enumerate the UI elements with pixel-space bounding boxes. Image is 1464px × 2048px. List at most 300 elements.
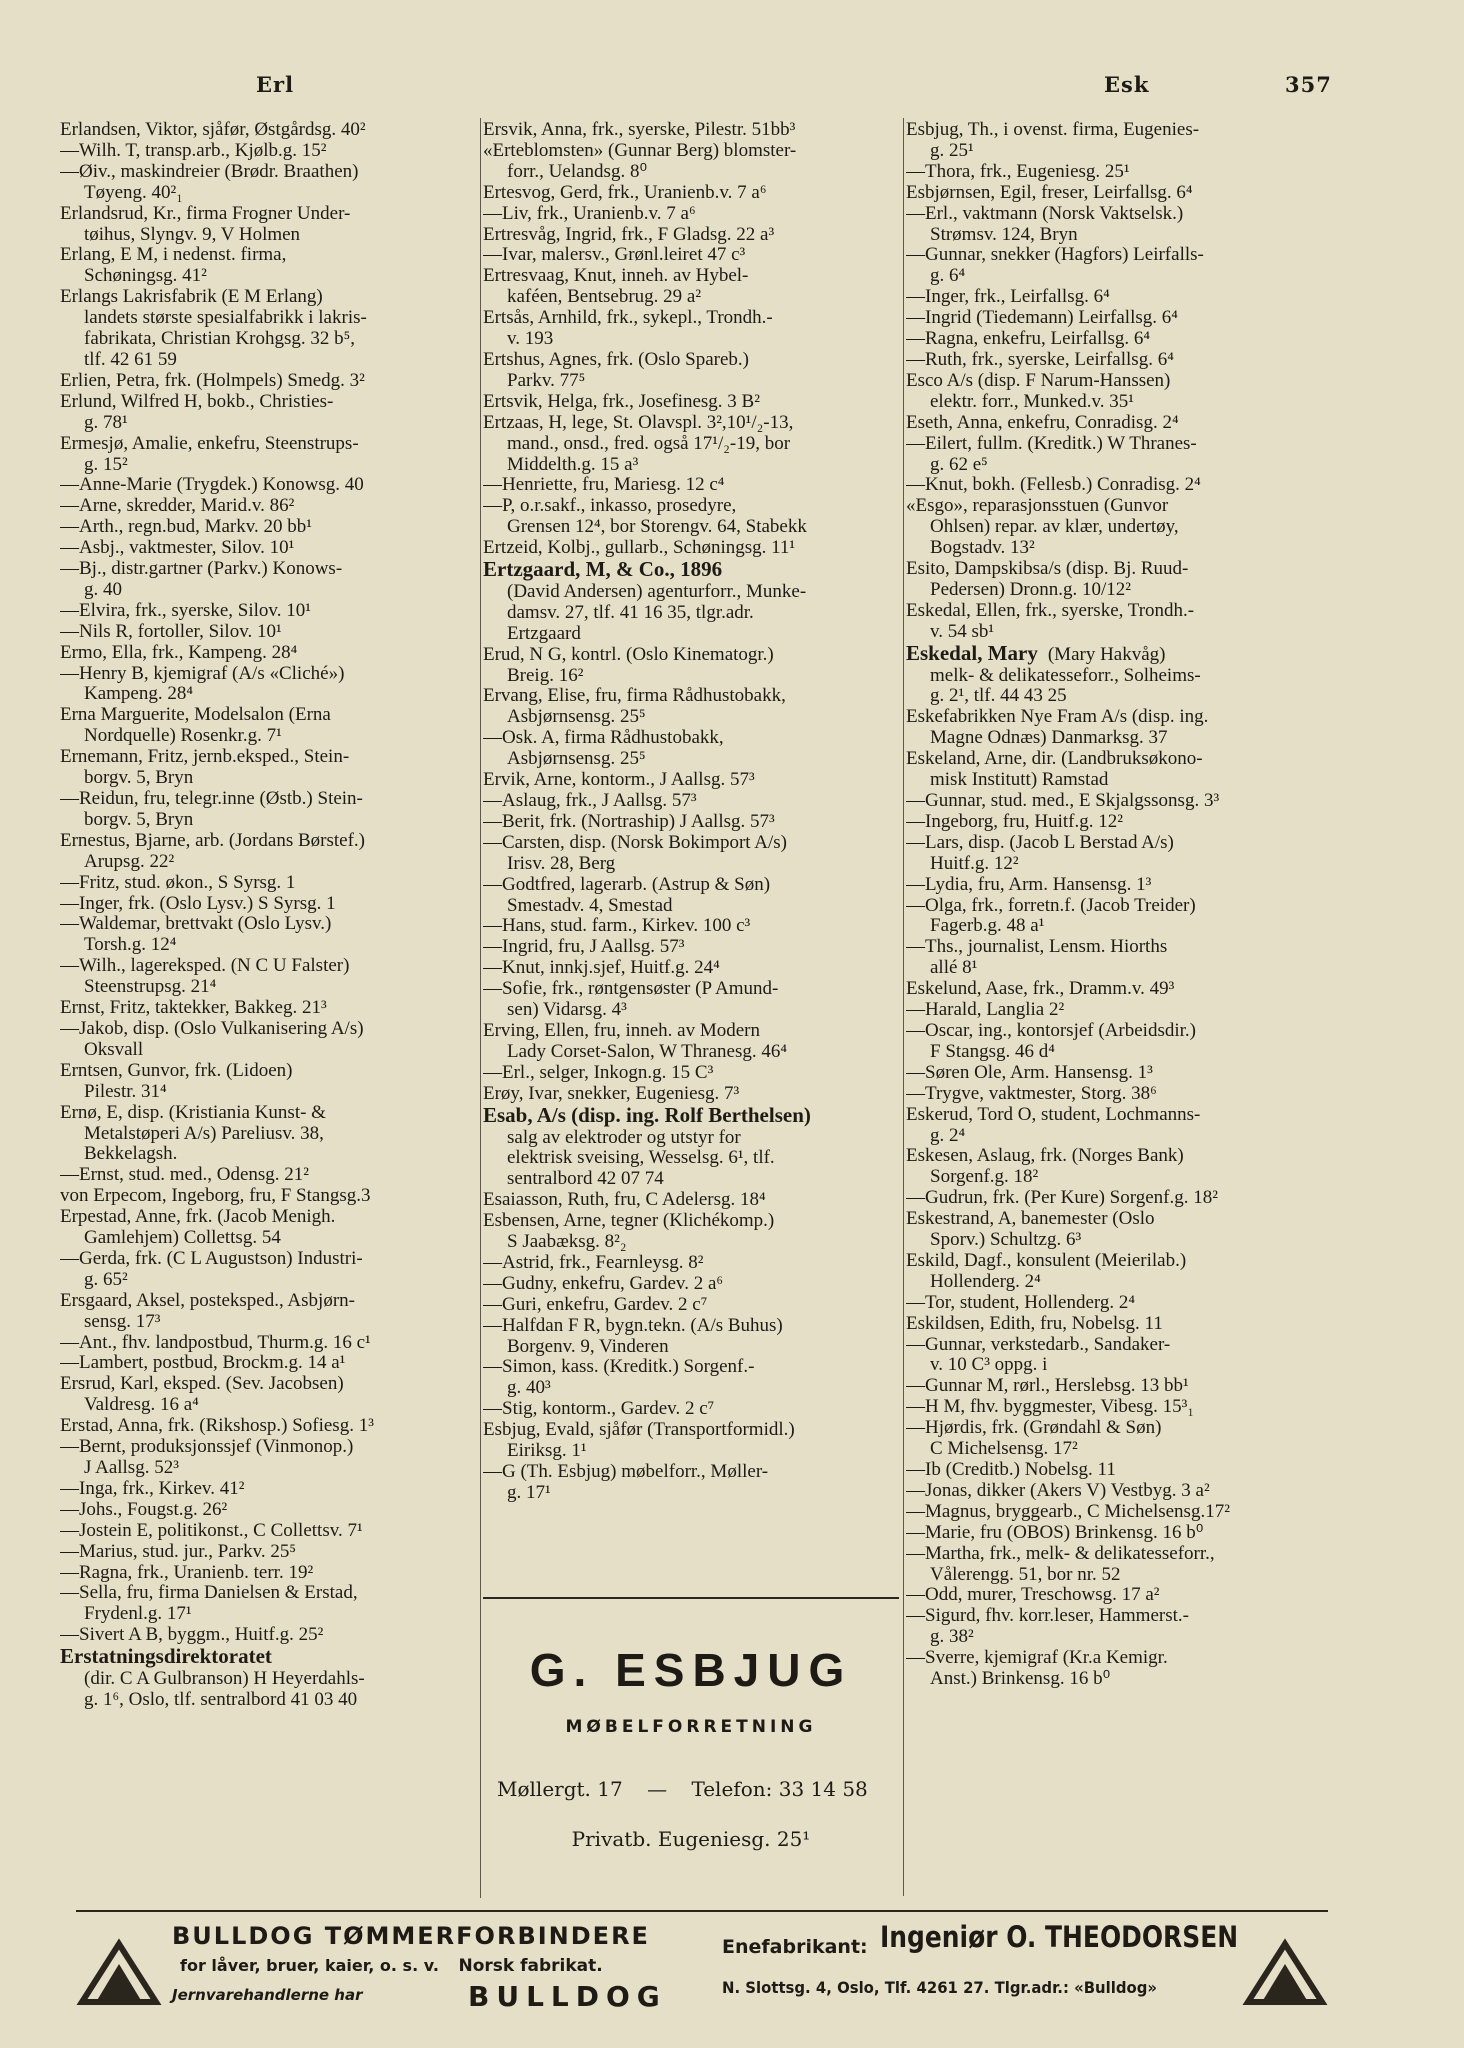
- entry-text: Pedersen) Dronn.g. 10/12²: [930, 579, 1131, 600]
- banner-uses-text: for låver, bruer, kaier, o. s. v.: [180, 1956, 439, 1975]
- entry-line: [60, 998, 478, 1019]
- esbjug-advertisement: [483, 1597, 899, 1901]
- entry-text: Esco A/s (disp. F Narum-Hanssen): [906, 370, 1171, 391]
- entry-line: [906, 937, 1332, 958]
- entry-continuation-line: [906, 517, 1332, 538]
- entry-text: Erlangs Lakrisfabrik (E M Erlang): [60, 287, 323, 308]
- entry-text: —Eilert, fullm. (Kreditk.) W Thranes-: [906, 433, 1197, 454]
- entry-line: [906, 875, 1332, 896]
- entry-line: [60, 664, 478, 685]
- entry-line: [60, 1186, 478, 1207]
- entry-text: Bekkelagsh.: [84, 1144, 178, 1165]
- entry-text: kaféen, Bentsebrug. 29 a²: [507, 287, 702, 308]
- entry-text: —Olga, frk., forretn.f. (Jacob Treider): [906, 895, 1196, 916]
- entry-line: [906, 475, 1332, 496]
- entry-text: sensg. 17³: [84, 1311, 161, 1332]
- entry-line: [483, 1105, 899, 1128]
- entry-continuation-line: [483, 1128, 899, 1149]
- entry-continuation-line: [483, 1441, 899, 1462]
- entry-text: —Hans, stud. farm., Kirkev. 100 c³: [483, 916, 751, 937]
- entry-text: —Gunnar, stud. med., E Skjalgssonsg. 3³: [906, 791, 1220, 811]
- entry-text: —Harald, Langlia 2²: [906, 1000, 1065, 1021]
- entry-text: salg av elektroder og utstyr for: [507, 1127, 741, 1148]
- entry-continuation-line: [906, 958, 1332, 979]
- banner-brand: BULLDOG: [468, 1980, 667, 2013]
- entry-line: [906, 812, 1332, 833]
- entry-text: Erving, Ellen, fru, inneh. av Modern: [483, 1020, 761, 1041]
- entry-continuation-line: [483, 517, 899, 538]
- entry-line: [60, 705, 478, 726]
- entry-line: [483, 812, 899, 833]
- entry-text: —Jonas, dikker (Akers V) Vestbyg. 3 a²: [906, 1480, 1210, 1501]
- entry-line: [483, 1021, 899, 1042]
- entry-line: [60, 1019, 478, 1040]
- entry-continuation-line: [60, 768, 478, 789]
- entry-text: Sporv.) Schultzg. 6³: [930, 1230, 1082, 1251]
- entry-line: [60, 120, 478, 141]
- entry-continuation-line: [906, 1167, 1332, 1188]
- entry-continuation-line: [60, 810, 478, 831]
- entry-line: [906, 979, 1332, 1000]
- entry-line: [906, 1251, 1332, 1272]
- entry-line: [60, 831, 478, 852]
- entry-line: [60, 1061, 478, 1082]
- directory-column-2: [483, 120, 899, 1504]
- ad-phone: Telefon: 33 14 58: [691, 1777, 868, 1801]
- entry-text: —Sella, fru, firma Danielsen & Erstad,: [60, 1583, 358, 1604]
- entry-text: —Ragna, enkefru, Leirfallsg. 6⁴: [906, 329, 1151, 350]
- entry-line: [60, 245, 478, 266]
- entry-name-bold: Eskedal, Mary: [906, 642, 1038, 665]
- entry-text: Ertzgaard: [507, 623, 581, 644]
- entry-text: —Reidun, fru, telegr.inne (Østb.) Stein-: [60, 789, 363, 809]
- entry-line: [60, 1646, 478, 1669]
- entry-text: —Carsten, disp. (Norsk Bokimport A/s): [483, 832, 787, 853]
- entry-text: Smestadv. 4, Smestad: [507, 895, 673, 916]
- entry-text: Ersvik, Anna, frk., syerske, Pilestr. 51bb³: [483, 120, 796, 140]
- entry-line: [906, 1335, 1332, 1356]
- banner-norsk: Norsk fabrikat.: [458, 1956, 603, 1976]
- entry-text: Metalstøperi A/s) Pareliusv. 38,: [84, 1123, 324, 1144]
- entry-line: [483, 204, 899, 225]
- entry-line: [906, 245, 1332, 266]
- entry-line: [483, 392, 899, 413]
- entry-text: g. 40: [84, 579, 122, 600]
- entry-text: —Henry B, kjemigraf (A/s «Cliché»): [60, 663, 345, 684]
- entry-line: [906, 791, 1332, 812]
- entry-text: Nordquelle) Rosenkr.g. 7¹: [84, 726, 282, 747]
- entry-continuation-line: [906, 455, 1332, 476]
- entry-continuation-line: [906, 580, 1332, 601]
- entry-text: Grensen 12⁴, bor Storengv. 64, Stabekk: [507, 517, 807, 538]
- entry-text: Arupsg. 22²: [84, 851, 175, 872]
- entry-continuation-line: [60, 183, 478, 204]
- entry-text: Eskelund, Aase, frk., Dramm.v. 49³: [906, 979, 1175, 1000]
- entry-continuation-line: [906, 1565, 1332, 1586]
- entry-text: C Michelsensg. 17²: [930, 1439, 1078, 1460]
- entry-line: [60, 747, 478, 768]
- entry-text: Ohlsen) repar. av klær, undertøy,: [930, 517, 1179, 538]
- entry-continuation-line: [906, 1439, 1332, 1460]
- entry-line: [483, 1211, 899, 1232]
- entry-text: Erna Marguerite, Modelsalon (Erna: [60, 705, 331, 726]
- entry-text: Hollenderg. 2⁴: [930, 1271, 1041, 1292]
- entry-text: Erpestad, Anne, frk. (Jacob Menigh.: [60, 1207, 336, 1228]
- entry-line: [483, 225, 899, 246]
- entry-text: —Lambert, postbud, Brockm.g. 14 a¹: [60, 1353, 346, 1374]
- entry-line: [483, 266, 899, 287]
- entry-continuation-line: [906, 1230, 1332, 1251]
- entry-text: —Hjørdis, frk. (Grøndahl & Søn): [906, 1418, 1162, 1439]
- entry-text: Ertresvaag, Knut, inneh. av Hybel-: [483, 266, 749, 287]
- entry-text: —Berit, frk. (Nortraship) J Aallsg. 57³: [483, 811, 775, 832]
- entry-text: Asbjørnsensg. 25⁵: [507, 749, 646, 770]
- entry-text: Anst.) Brinkensg. 16 b⁰: [930, 1669, 1111, 1690]
- entry-text: g. 25¹: [930, 140, 974, 161]
- entry-line: [60, 1583, 478, 1604]
- entry-line: [483, 791, 899, 812]
- entry-line: [60, 496, 478, 517]
- entry-text: —Wilh., lagereksped. (N C U Falster): [60, 956, 350, 977]
- entry-text: —Stig, kontorm., Gardev. 2 c⁷: [483, 1399, 715, 1420]
- entry-line: [906, 896, 1332, 917]
- entry-text: g. 65²: [84, 1269, 128, 1290]
- entry-line: [483, 1316, 899, 1337]
- ad-dash: —: [647, 1777, 668, 1801]
- entry-name-bold: Ertzgaard, M, & Co., 1896: [483, 559, 723, 582]
- entry-text: g. 17¹: [507, 1482, 551, 1503]
- entry-text: —Ths., journalist, Lensm. Hiorths: [906, 937, 1168, 958]
- entry-text: Tøyeng. 40²₁: [84, 182, 183, 203]
- entry-text: —Johs., Fougst.g. 26²: [60, 1499, 228, 1520]
- entry-text: —Bj., distr.gartner (Parkv.) Konows-: [60, 559, 343, 580]
- banner-uses: [180, 1956, 603, 1976]
- entry-name-bold: Erstatningsdirektoratet: [60, 1646, 272, 1669]
- entry-text: melk- & delikatesseforr., Solheims-: [930, 665, 1201, 686]
- entry-continuation-line: [483, 1169, 899, 1190]
- entry-line: [60, 873, 478, 894]
- entry-text: —Oscar, ing., kontorsjef (Arbeidsdir.): [906, 1020, 1196, 1041]
- entry-continuation-line: [483, 1000, 899, 1021]
- entry-text: Ertresvåg, Ingrid, frk., F Gladsg. 22 a³: [483, 224, 775, 245]
- entry-line: [60, 517, 478, 538]
- entry-text: Sorgenf.g. 18²: [930, 1167, 1039, 1188]
- entry-line: [483, 916, 899, 937]
- entry-line: [60, 559, 478, 580]
- entry-text: Ernst, Fritz, taktekker, Bakkeg. 21³: [60, 998, 327, 1019]
- entry-text: Magne Odnæs) Danmarksg. 37: [930, 728, 1168, 749]
- entry-text: —Ingrid (Tiedemann) Leirfallsg. 6⁴: [906, 308, 1178, 329]
- entry-line: [60, 371, 478, 392]
- entry-continuation-line: [60, 1124, 478, 1145]
- entry-text: —Henriette, fru, Mariesg. 12 c⁴: [483, 475, 725, 496]
- entry-line: [906, 1314, 1332, 1335]
- entry-continuation-line: [60, 1604, 478, 1625]
- entry-line: [906, 183, 1332, 204]
- entry-line: [60, 1374, 478, 1395]
- entry-continuation-line: [60, 1270, 478, 1291]
- entry-text: misk Institutt) Ramstad: [930, 770, 1109, 791]
- entry-continuation-line: [60, 935, 478, 956]
- entry-text: Erlien, Petra, frk. (Holmpels) Smedg. 3²: [60, 370, 365, 391]
- entry-text: Esbensen, Arne, tegner (Klichékomp.): [483, 1211, 775, 1232]
- ad-address: Møllergt. 17: [497, 1777, 623, 1801]
- entry-text: tøihus, Slyngv. 9, V Holmen: [84, 224, 301, 245]
- entry-continuation-line: [483, 371, 899, 392]
- entry-text: Esbjørnsen, Egil, freser, Leirfallsg. 6⁴: [906, 182, 1193, 203]
- entry-text: —Magnus, bryggearb., C Michelsensg.17²: [906, 1501, 1230, 1522]
- entry-text: Ervik, Arne, kontorm., J Aallsg. 57³: [483, 770, 755, 791]
- entry-continuation-line: [60, 1228, 478, 1249]
- entry-text: —Ruth, frk., syerske, Leirfallsg. 6⁴: [906, 349, 1174, 370]
- entry-line: [906, 308, 1332, 329]
- entry-line: [483, 475, 899, 496]
- entry-text: —Anne-Marie (Trygdek.) Konowsg. 40: [60, 475, 364, 496]
- entry-line: [483, 183, 899, 204]
- entry-line: [483, 728, 899, 749]
- entry-text: Parkv. 77⁵: [507, 370, 586, 391]
- entry-continuation-line: [60, 1458, 478, 1479]
- entry-text: S Jaabæksg. 8²₂: [507, 1232, 627, 1253]
- entry-text: Ernestus, Bjarne, arb. (Jordans Børstef.): [60, 830, 365, 851]
- entry-text: Huitf.g. 12²: [930, 853, 1019, 874]
- entry-text: —Arth., regn.bud, Markv. 20 bb¹: [60, 517, 312, 538]
- entry-line: [60, 1416, 478, 1437]
- entry-text: tlf. 42 61 59: [84, 349, 177, 370]
- entry-text: —Guri, enkefru, Gardev. 2 c⁷: [483, 1294, 708, 1315]
- entry-line: [60, 434, 478, 455]
- entry-text: g. 1⁶, Oslo, tlf. sentralbord 41 03 40: [84, 1689, 358, 1710]
- entry-text: —Godtfred, lagerarb. (Astrup & Søn): [483, 874, 771, 895]
- entry-text: —Tor, student, Hollenderg. 2⁴: [906, 1292, 1135, 1313]
- entry-line: [906, 1481, 1332, 1502]
- entry-text: Erlandsen, Viktor, sjåfør, Østgårdsg. 40²: [60, 120, 366, 140]
- entry-line: [60, 1165, 478, 1186]
- entry-text: —Arne, skredder, Marid.v. 86²: [60, 496, 295, 517]
- entry-continuation-line: [60, 580, 478, 601]
- entry-line: [60, 789, 478, 810]
- ad-contact-line: [497, 1777, 868, 1801]
- column-rule-1: [480, 118, 481, 1898]
- entry-text: —Marius, stud. jur., Parkv. 25⁵: [60, 1541, 297, 1562]
- entry-text: elektrisk sveising, Wesselsg. 6¹, tlf.: [507, 1148, 775, 1169]
- entry-text: Valdresg. 16 a⁴: [84, 1395, 199, 1416]
- entry-line: [60, 643, 478, 664]
- entry-continuation-line: [906, 770, 1332, 791]
- column-rule-2: [903, 118, 904, 1896]
- entry-text: Ertzaas, H, lege, St. Olavspl. 3²,10¹/₂-13,: [483, 412, 794, 433]
- entry-text: Eiriksg. 1¹: [507, 1441, 587, 1462]
- entry-line: [906, 1376, 1332, 1397]
- entry-line: [483, 1253, 899, 1274]
- entry-line: [906, 350, 1332, 371]
- entry-line: [483, 645, 899, 666]
- entry-line: [906, 707, 1332, 728]
- entry-line: [483, 1084, 899, 1105]
- entry-text: Eskedal, Ellen, frk., syerske, Trondh.-: [906, 600, 1195, 621]
- entry-text: —Odd, murer, Treschowsg. 17 a²: [906, 1585, 1160, 1606]
- entry-text: Breig. 16²: [507, 665, 584, 686]
- entry-continuation-line: [60, 1312, 478, 1333]
- entry-text: —Ant., fhv. landpostbud, Thurm.g. 16 c¹: [60, 1332, 371, 1353]
- bottom-rule: [76, 1910, 1328, 1912]
- entry-line: [60, 1353, 478, 1374]
- entry-text: —Marie, fru (OBOS) Brinkensg. 16 b⁰: [906, 1522, 1204, 1543]
- entry-line: [60, 1625, 478, 1646]
- entry-line: [483, 770, 899, 791]
- entry-text: g. 6⁴: [930, 266, 966, 287]
- entry-text: —Ivar, malersv., Grønl.leiret 47 c³: [483, 245, 746, 266]
- entry-text: Frydenl.g. 17¹: [84, 1604, 192, 1625]
- entry-line: [906, 413, 1332, 434]
- entry-continuation-line: [60, 726, 478, 747]
- entry-text: v. 54 sb¹: [930, 621, 995, 642]
- entry-text: F Stangsg. 46 d⁴: [930, 1041, 1055, 1062]
- entry-text: «Esgo», reparasjonsstuen (Gunvor: [906, 496, 1169, 517]
- entry-line: [483, 496, 899, 517]
- entry-text: Esito, Dampskibsa/s (disp. Bj. Ruud-: [906, 559, 1189, 580]
- entry-line: [906, 1146, 1332, 1167]
- entry-line: [906, 434, 1332, 455]
- entry-text: —Gudrun, frk. (Per Kure) Sorgenf.g. 18²: [906, 1188, 1218, 1209]
- entry-text: Eseth, Anna, enkefru, Conradisg. 2⁴: [906, 412, 1179, 433]
- entry-text: Lady Corset-Salon, W Thranesg. 46⁴: [507, 1041, 787, 1062]
- entry-line: [906, 1000, 1332, 1021]
- entry-text: Erlund, Wilfred H, bokb., Christies-: [60, 391, 334, 412]
- entry-text: Esbjug, Th., i ovenst. firma, Eugenies-: [906, 120, 1200, 140]
- entry-line: [483, 833, 899, 854]
- entry-line: [906, 371, 1332, 392]
- entry-line: [60, 287, 478, 308]
- entry-continuation-line: [60, 1395, 478, 1416]
- entry-text: —Søren Ole, Arm. Hansensg. 1³: [906, 1062, 1153, 1083]
- entry-text: Eskestrand, A, banemester (Oslo: [906, 1209, 1155, 1230]
- entry-text: Pilestr. 31⁴: [84, 1081, 167, 1102]
- entry-text: Ermo, Ella, frk., Kampeng. 28⁴: [60, 642, 298, 663]
- entry-continuation-line: [60, 1690, 478, 1711]
- bulldog-triangle-logo-right: [1242, 1938, 1328, 2008]
- entry-text: Middelth.g. 15 a³: [507, 454, 639, 475]
- entry-line: [906, 1293, 1332, 1314]
- entry-line: [60, 1521, 478, 1542]
- banner-retailers: Jernvarehandlerne har: [172, 1986, 363, 2004]
- entry-continuation-line: [483, 162, 899, 183]
- entry-line: [483, 875, 899, 896]
- entry-line: [60, 622, 478, 643]
- entry-text: —Øiv., maskindreier (Brødr. Braathen): [60, 161, 359, 182]
- entry-continuation-line: [483, 624, 899, 645]
- running-header-left: Erl: [256, 72, 295, 97]
- entry-continuation-line: [906, 1272, 1332, 1293]
- entry-text: Schøningsg. 41²: [84, 266, 207, 287]
- entry-line: [906, 1209, 1332, 1230]
- entry-continuation-line: [60, 308, 478, 329]
- entry-line: [60, 538, 478, 559]
- entry-line: [483, 120, 899, 141]
- entry-text: —Sverre, kjemigraf (Kr.a Kemigr.: [906, 1648, 1168, 1669]
- entry-text: —Wilh. T, transp.arb., Kjølb.g. 15²: [60, 140, 327, 161]
- entry-continuation-line: [483, 287, 899, 308]
- entry-text: Gamlehjem) Collettsg. 54: [84, 1228, 281, 1249]
- entry-text: Ermesjø, Amalie, enkefru, Steenstrups-: [60, 433, 359, 454]
- entry-text: Bogstadv. 13²: [930, 538, 1035, 559]
- entry-continuation-line: [906, 1042, 1332, 1063]
- entry-line: [60, 1542, 478, 1563]
- directory-column-3: [906, 120, 1332, 1690]
- entry-text: v. 10 C³ oppg. i: [930, 1355, 1048, 1376]
- entry-text: g. 78¹: [84, 412, 128, 433]
- entry-text: Oksvall: [84, 1039, 144, 1060]
- entry-line: [906, 1418, 1332, 1439]
- entry-line: [60, 475, 478, 496]
- entry-continuation-line: [483, 666, 899, 687]
- entry-text: Ernø, E, disp. (Kristiania Kunst- &: [60, 1102, 326, 1123]
- entry-line: [60, 894, 478, 915]
- entry-text: mand., onsd., fred. også 17¹/₂-19, bor: [507, 433, 791, 454]
- entry-continuation-line: [483, 1483, 899, 1504]
- entry-text: —Knut, bokh. (Fellesb.) Conradisg. 2⁴: [906, 475, 1201, 496]
- entry-text: Borgenv. 9, Vinderen: [507, 1336, 669, 1357]
- entry-text: allé 8¹: [930, 958, 978, 979]
- entry-text: J Aallsg. 52³: [84, 1458, 179, 1478]
- entry-text: Eskefabrikken Nye Fram A/s (disp. ing.: [906, 707, 1209, 728]
- entry-continuation-line: [60, 413, 478, 434]
- entry-continuation-line: [483, 603, 899, 624]
- entry-line: [906, 1063, 1332, 1084]
- entry-text: Strømsv. 124, Bryn: [930, 224, 1078, 245]
- entry-text: —Gunnar, snekker (Hagfors) Leirfalls-: [906, 245, 1204, 266]
- entry-line: [906, 1021, 1332, 1042]
- entry-text: Erøy, Ivar, snekker, Eugeniesg. 7³: [483, 1083, 740, 1104]
- entry-continuation-line: [60, 266, 478, 287]
- entry-line: [60, 1563, 478, 1584]
- entry-text: —Ib (Creditb.) Nobelsg. 11: [906, 1460, 1116, 1480]
- entry-line: [60, 141, 478, 162]
- entry-line: [906, 496, 1332, 517]
- entry-text: Torsh.g. 12⁴: [84, 935, 177, 956]
- entry-line: [906, 1585, 1332, 1606]
- entry-text: —Jostein E, politikonst., C Collettsv. 7¹: [60, 1520, 363, 1541]
- entry-text: —Halfdan F R, bygn.tekn. (A/s Buhus): [483, 1315, 783, 1336]
- entry-text: v. 193: [507, 329, 554, 350]
- entry-continuation-line: [906, 225, 1332, 246]
- entry-line: [906, 749, 1332, 770]
- entry-text: Eskeland, Arne, dir. (Landbruksøkono-: [906, 749, 1203, 770]
- entry-text: Esbjug, Evald, sjåfør (Transportformidl.): [483, 1420, 795, 1441]
- entry-text: «Erteblomsten» (Gunnar Berg) blomster-: [483, 140, 797, 161]
- entry-text: (Mary Hakvåg): [1047, 643, 1166, 665]
- entry-text: borgv. 5, Bryn: [84, 768, 194, 789]
- entry-continuation-line: [60, 1669, 478, 1690]
- entry-text: —Lars, disp. (Jacob L Berstad A/s): [906, 832, 1174, 853]
- entry-continuation-line: [483, 1232, 899, 1253]
- entry-continuation-line: [906, 686, 1332, 707]
- entry-line: [60, 914, 478, 935]
- entry-text: —Nils R, fortoller, Silov. 10¹: [60, 621, 282, 642]
- entry-line: [483, 1420, 899, 1441]
- entry-line: [906, 643, 1332, 666]
- entry-continuation-line: [60, 684, 478, 705]
- entry-text: von Erpecom, Ingeborg, fru, F Stangsg.3: [60, 1186, 371, 1207]
- entry-line: [906, 1105, 1332, 1126]
- entry-text: —Waldemar, brettvakt (Oslo Lysv.): [60, 914, 332, 935]
- banner-maker-label: Enefabrikant:: [722, 1936, 868, 1958]
- entry-text: —Jakob, disp. (Oslo Vulkanisering A/s): [60, 1018, 364, 1039]
- ad-private-address: Privatb. Eugeniesg. 25¹: [571, 1827, 811, 1851]
- entry-line: [906, 833, 1332, 854]
- entry-continuation-line: [483, 1378, 899, 1399]
- entry-continuation-line: [483, 1337, 899, 1358]
